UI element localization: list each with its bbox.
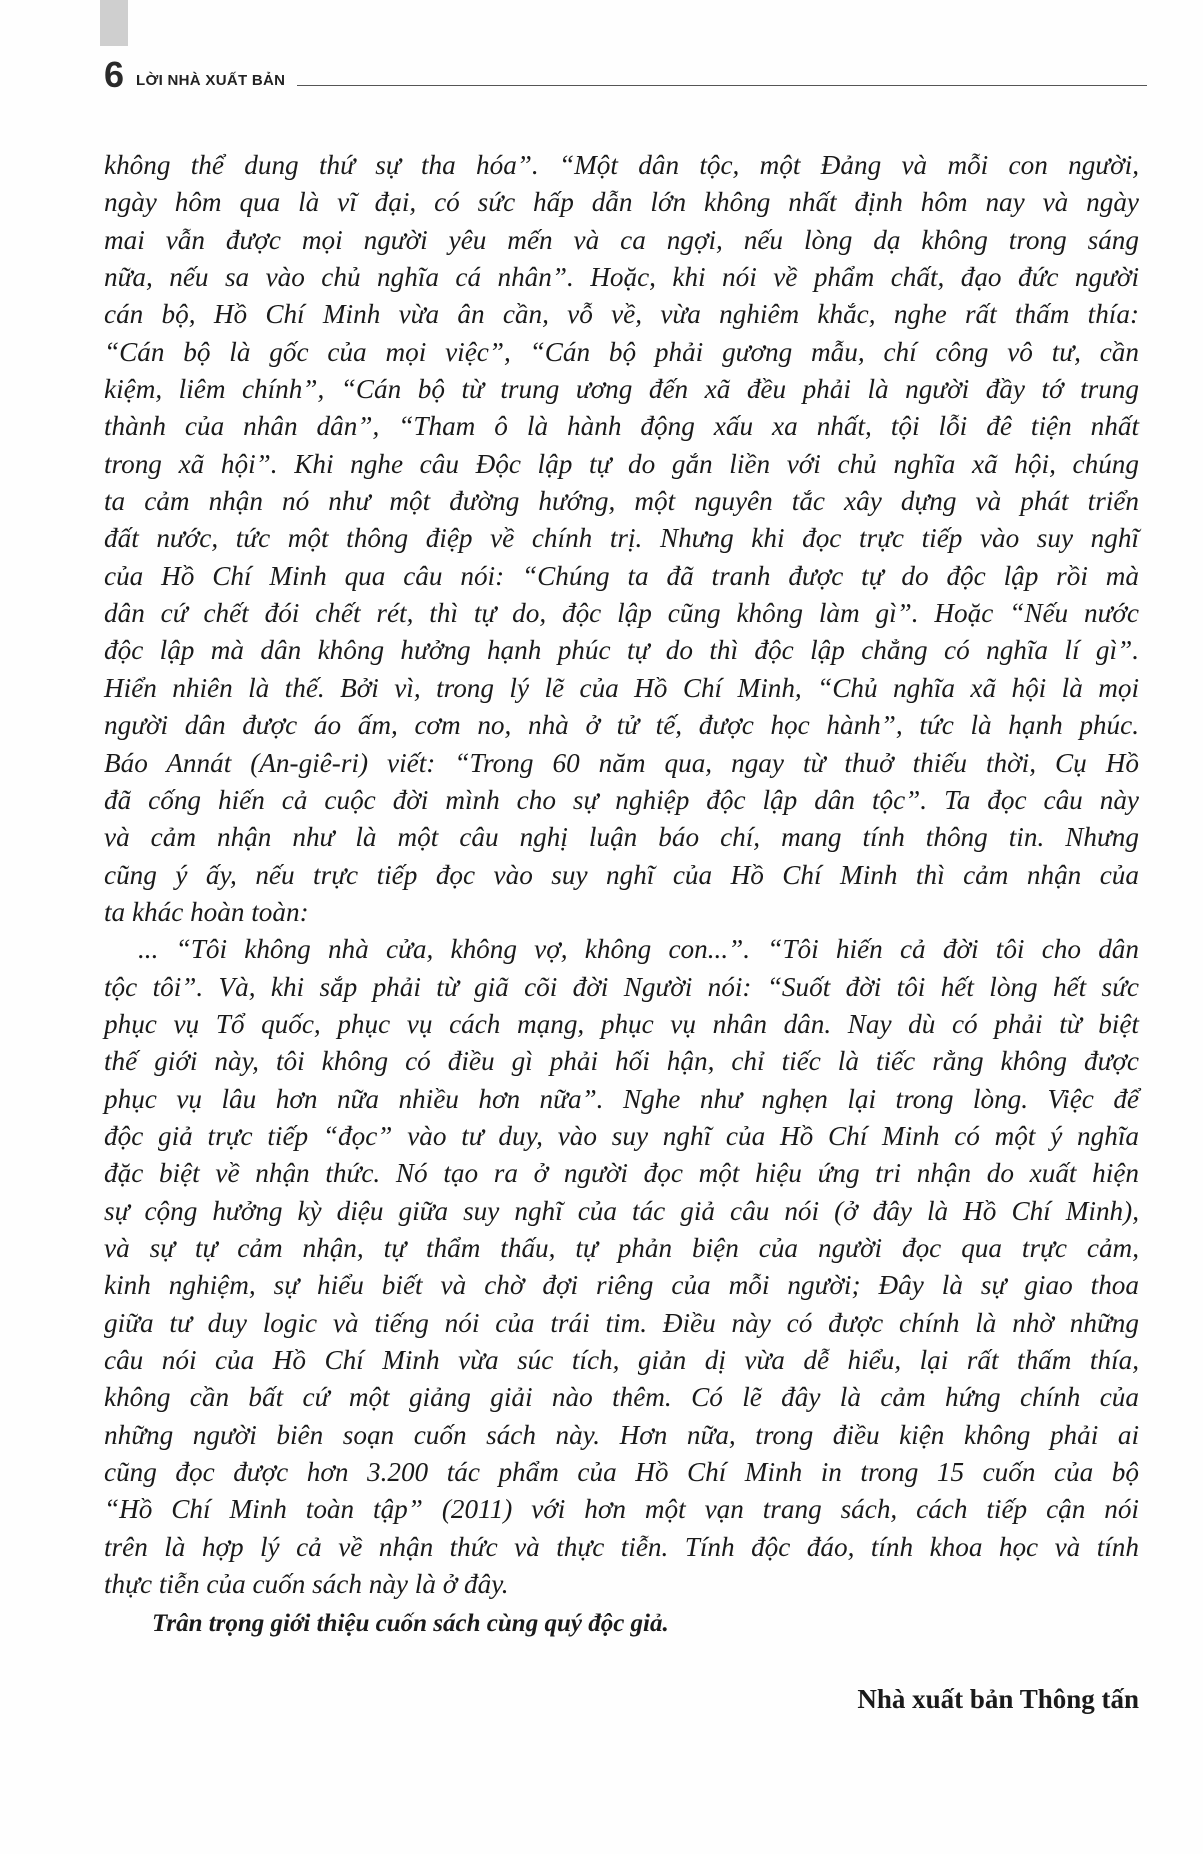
text-line: đã cống hiến cả cuộc đời mình cho sự nghiệp độc lập dân tộc”. Ta đọc câu này: [104, 784, 1139, 815]
text-line: kiệm, liêm chính”, “Cán bộ từ trung ương đến xã đều phải là người đầy tớ trung: [104, 374, 1139, 405]
text-line: không cần bất cứ một giảng giải nào thêm. Có lẽ đây là cảm hứng chính của: [104, 1382, 1139, 1413]
text-line: mai vẫn được mọi người yêu mến và ca ngợi, nếu lòng dạ không trong sáng: [104, 224, 1139, 255]
text-line: đặc biệt về nhận thức. Nó tạo ra ở người đọc một hiệu ứng tri nhận do xuất hiện: [104, 1158, 1139, 1189]
text-line: sự cộng hưởng kỳ diệu giữa suy nghĩ của tác giả câu nói (ở đây là Hồ Chí Minh),: [104, 1195, 1139, 1226]
text-line: cán bộ, Hồ Chí Minh vừa ân cần, vỗ về, vừa nghiêm khắc, nghe rất thấm thía:: [104, 299, 1139, 330]
header-rule: [297, 85, 1147, 86]
text-line: ta cảm nhận nó như một đường hướng, một nguyên tắc xây dựng và phát triển: [104, 486, 1139, 517]
text-line: độc lập mà dân không hưởng hạnh phúc tự do thì độc lập chẳng có nghĩa lí gì”.: [104, 635, 1139, 666]
text-line: không thể dung thứ sự tha hóa”. “Một dân tộc, một Đảng và mỗi con người,: [104, 150, 1139, 180]
text-line: độc giả trực tiếp “đọc” vào tư duy, vào suy nghĩ của Hồ Chí Minh có một ý nghĩa: [104, 1120, 1139, 1151]
closing-line: Trân trọng giới thiệu cuốn sách cùng quý độc giả.: [152, 1610, 669, 1637]
text-line: cũng đọc được hơn 3.200 tác phẩm của Hồ Chí Minh in trong 15 cuốn của bộ: [104, 1457, 1139, 1488]
text-line: đất nước, tức một thông điệp về chính trị. Nhưng khi đọc trực tiếp vào suy nghĩ: [104, 523, 1139, 554]
text-line: của Hồ Chí Minh qua câu nói: “Chúng ta đã tranh được tự do độc lập rồi mà: [104, 560, 1139, 591]
body-text: [104, 147, 1139, 1603]
text-line: ta khác hoàn toàn:: [104, 896, 309, 927]
text-line: những người biên soạn cuốn sách này. Hơn nữa, trong điều kiện không phải ai: [104, 1419, 1139, 1450]
text-line: trong xã hội”. Khi nghe câu Độc lập tự do gắn liền với chủ nghĩa xã hội, chúng: [104, 448, 1139, 479]
text-line: giữa tư duy logic và tiếng nói của trái tim. Điều này có được chính là nhờ những: [104, 1307, 1139, 1338]
text-line: kinh nghiệm, sự hiểu biết và chờ đợi riêng của mỗi người; Đây là sự giao thoa: [104, 1270, 1139, 1301]
text-line: “Cán bộ là gốc của mọi việc”, “Cán bộ phải gương mẫu, chí công vô tư, cần: [104, 336, 1139, 367]
text-line: người dân được áo ấm, cơm no, nhà ở tử tế, được học hành”, tức là hạnh phúc.: [104, 710, 1139, 741]
publisher-signature: Nhà xuất bản Thông tấn: [857, 1684, 1139, 1714]
text-line: và cảm nhận như là một câu nghị luận báo chí, mang tính thông tin. Nhưng: [104, 822, 1139, 853]
text-line: dân cứ chết đói chết rét, thì tự do, độc lập cũng không làm gì”. Hoặc “Nếu nước: [104, 598, 1139, 629]
text-line: ngày hôm qua là vĩ đại, có sức hấp dẫn lớn không nhất định hôm nay và ngày: [104, 187, 1139, 218]
page-header: [104, 54, 1147, 95]
text-line: thực tiễn của cuốn sách này là ở đây.: [104, 1569, 509, 1600]
text-line: thế giới này, tôi không có điều gì phải hối hận, chỉ tiếc là tiếc rằng không được: [104, 1046, 1139, 1077]
text-line: tộc tôi”. Và, khi sắp phải từ giã cõi đời Người nói: “Suốt đời tôi hết lòng hết sức: [104, 971, 1139, 1002]
text-line: “Hồ Chí Minh toàn tập” (2011) với hơn một vạn trang sách, cách tiếp cận nói: [104, 1494, 1139, 1525]
text-line: Hiển nhiên là thế. Bởi vì, trong lý lẽ của Hồ Chí Minh, “Chủ nghĩa xã hội là mọi: [104, 672, 1139, 703]
page-corner-tab: [100, 0, 128, 46]
text-line: và sự tự cảm nhận, tự thẩm thấu, tự phản biện của người đọc qua trực cảm,: [104, 1232, 1139, 1263]
text-line: nữa, nếu sa vào chủ nghĩa cá nhân”. Hoặc, khi nói về phẩm chất, đạo đức người: [104, 262, 1139, 293]
text-line: trên là hợp lý cả về nhận thức và thực tiễn. Tính độc đáo, tính khoa học và tính: [104, 1531, 1139, 1562]
text-line: cũng ý ấy, nếu trực tiếp đọc vào suy nghĩ của Hồ Chí Minh thì cảm nhận của: [104, 859, 1139, 890]
text-line: phục vụ lâu hơn nữa nhiều hơn nữa”. Nghe như nghẹn lại trong lòng. Việc để: [104, 1083, 1139, 1114]
running-title: LỜI NHÀ XUẤT BẢN: [136, 72, 286, 89]
page-number: 6: [104, 54, 125, 95]
text-line: câu nói của Hồ Chí Minh vừa súc tích, giản dị vừa dễ hiểu, lại rất thấm thía,: [104, 1345, 1139, 1375]
text-line: ... “Tôi không nhà cửa, không vợ, không con...”. “Tôi hiến cả đời tôi cho dân: [138, 934, 1139, 965]
text-line: thành của nhân dân”, “Tham ô là hành động xấu xa nhất, tội lỗi đê tiện nhất: [104, 411, 1139, 442]
text-line: Báo Annát (An-giê-ri) viết: “Trong 60 năm qua, ngay từ thuở thiếu thời, Cụ Hồ: [104, 747, 1139, 778]
text-line: phục vụ Tổ quốc, phục vụ cách mạng, phục vụ nhân dân. Nay dù có phải từ biệt: [104, 1008, 1139, 1039]
